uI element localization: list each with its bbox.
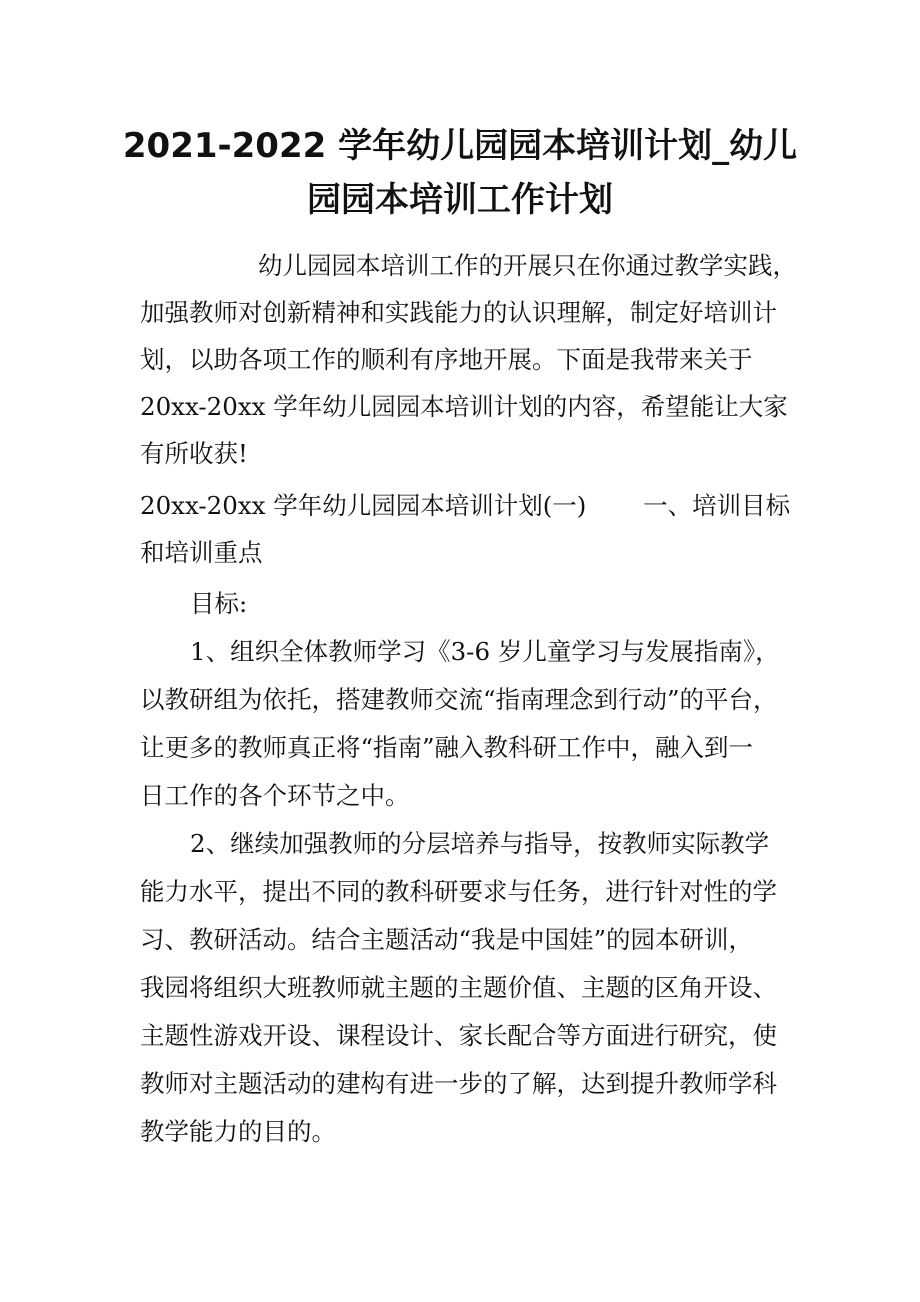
goal-label: 目标: xyxy=(190,589,248,618)
document-title-line-2: 园园本培训工作计划 xyxy=(307,180,613,220)
item-2-line: 2、继续加强教师的分层培养与指导，按教师实际教学 xyxy=(190,829,770,858)
document-title-line-1: 2021-2022 学年幼儿园园本培训计划_幼儿 xyxy=(122,126,798,166)
item-1-line: 以教研组为依托，搭建教师交流“指南理念到行动”的平台， xyxy=(140,685,778,714)
item-1-line: 日工作的各个环节之中。 xyxy=(140,781,410,810)
item-2-line: 习、教研活动。结合主题活动“我是中国娃”的园本研训， xyxy=(140,925,754,954)
intro-line: 划，以助各项工作的顺利有序地开展。下面是我带来关于 xyxy=(140,345,753,374)
item-2-line: 能力水平，提出不同的教科研要求与任务，进行针对性的学 xyxy=(140,877,777,906)
item-1-line: 1、组织全体教师学习《3-6 岁儿童学习与发展指南》， xyxy=(190,637,780,666)
intro-line: 20xx-20xx 学年幼儿园园本培训计划的内容，希望能让大家 xyxy=(140,392,788,421)
section-heading-line: 20xx-20xx 学年幼儿园园本培训计划(一) 一、培训目标 xyxy=(140,491,791,520)
section-heading-line: 和培训重点 xyxy=(140,538,263,567)
intro-line: 有所收获! xyxy=(140,439,248,468)
intro-line: 加强教师对创新精神和实践能力的认识理解，制定好培训计 xyxy=(140,298,777,327)
intro-line: 幼儿园园本培训工作的开展只在你通过教学实践， xyxy=(258,251,797,280)
item-2-line: 我园将组织大班教师就主题的主题价值、主题的区角开设、 xyxy=(140,973,777,1002)
item-1-line: 让更多的教师真正将“指南”融入教科研工作中，融入到一 xyxy=(140,733,754,762)
item-2-line: 教学能力的目的。 xyxy=(140,1117,336,1146)
item-2-line: 教师对主题活动的建构有进一步的了解，达到提升教师学科 xyxy=(140,1069,777,1098)
item-2-line: 主题性游戏开设、课程设计、家长配合等方面进行研究，使 xyxy=(140,1021,777,1050)
